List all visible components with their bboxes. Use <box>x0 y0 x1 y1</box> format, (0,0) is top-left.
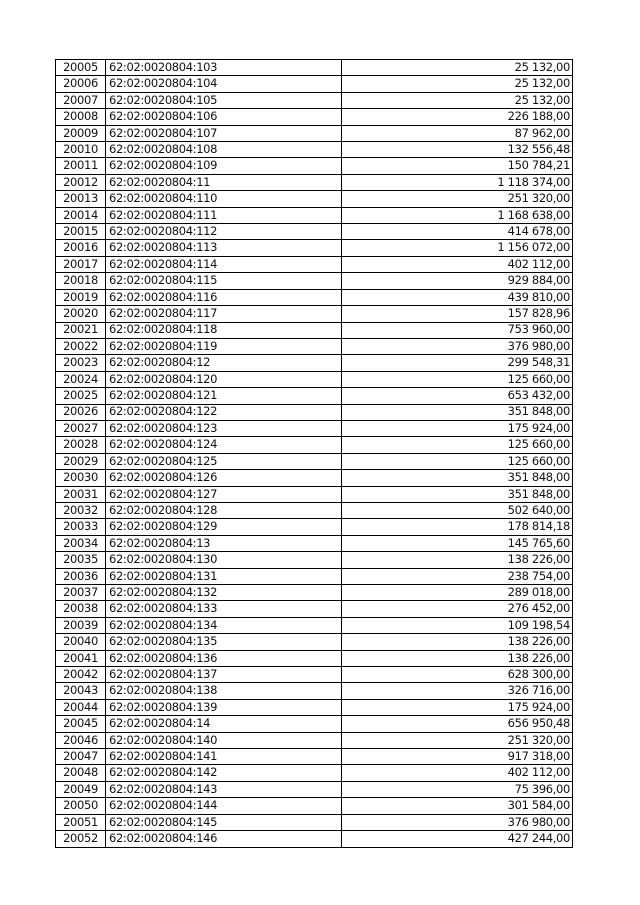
row-number-cell: 20048 <box>56 765 106 781</box>
value-cell: 145 765,60 <box>342 535 573 551</box>
cadastral-number-cell: 62:02:0020804:110 <box>106 191 342 207</box>
cadastral-number-cell: 62:02:0020804:125 <box>106 453 342 469</box>
table-body <box>56 60 573 848</box>
value-cell: 917 318,00 <box>342 749 573 765</box>
row-number-cell: 20050 <box>56 798 106 814</box>
value-cell: 75 396,00 <box>342 781 573 797</box>
table-row <box>56 634 573 650</box>
value-cell: 653 432,00 <box>342 388 573 404</box>
row-number-cell: 20017 <box>56 256 106 272</box>
row-number-cell: 20051 <box>56 814 106 830</box>
cadastral-number-cell: 62:02:0020804:113 <box>106 240 342 256</box>
cadastral-value-table <box>55 59 573 848</box>
cadastral-number-cell: 62:02:0020804:123 <box>106 420 342 436</box>
table-row <box>56 798 573 814</box>
cadastral-number-cell: 62:02:0020804:140 <box>106 732 342 748</box>
cadastral-number-cell: 62:02:0020804:143 <box>106 781 342 797</box>
value-cell: 289 018,00 <box>342 585 573 601</box>
value-cell: 439 810,00 <box>342 289 573 305</box>
row-number-cell: 20012 <box>56 174 106 190</box>
row-number-cell: 20047 <box>56 749 106 765</box>
row-number-cell: 20009 <box>56 125 106 141</box>
cadastral-number-cell: 62:02:0020804:111 <box>106 207 342 223</box>
cadastral-number-cell: 62:02:0020804:14 <box>106 716 342 732</box>
row-number-cell: 20033 <box>56 519 106 535</box>
row-number-cell: 20028 <box>56 437 106 453</box>
value-cell: 1 118 374,00 <box>342 174 573 190</box>
value-cell: 178 814,18 <box>342 519 573 535</box>
cadastral-number-cell: 62:02:0020804:112 <box>106 224 342 240</box>
table-row <box>56 650 573 666</box>
value-cell: 656 950,48 <box>342 716 573 732</box>
value-cell: 175 924,00 <box>342 420 573 436</box>
table-row <box>56 585 573 601</box>
cadastral-number-cell: 62:02:0020804:133 <box>106 601 342 617</box>
cadastral-number-cell: 62:02:0020804:127 <box>106 486 342 502</box>
cadastral-number-cell: 62:02:0020804:108 <box>106 142 342 158</box>
value-cell: 132 556,48 <box>342 142 573 158</box>
value-cell: 251 320,00 <box>342 191 573 207</box>
value-cell: 226 188,00 <box>342 109 573 125</box>
row-number-cell: 20045 <box>56 716 106 732</box>
row-number-cell: 20052 <box>56 831 106 847</box>
value-cell: 251 320,00 <box>342 732 573 748</box>
table-row <box>56 355 573 371</box>
table-row <box>56 76 573 92</box>
row-number-cell: 20037 <box>56 585 106 601</box>
row-number-cell: 20020 <box>56 306 106 322</box>
row-number-cell: 20042 <box>56 667 106 683</box>
cadastral-number-cell: 62:02:0020804:145 <box>106 814 342 830</box>
row-number-cell: 20011 <box>56 158 106 174</box>
value-cell: 87 962,00 <box>342 125 573 141</box>
table-row <box>56 568 573 584</box>
row-number-cell: 20027 <box>56 420 106 436</box>
table-row <box>56 732 573 748</box>
cadastral-number-cell: 62:02:0020804:119 <box>106 338 342 354</box>
row-number-cell: 20019 <box>56 289 106 305</box>
value-cell: 150 784,21 <box>342 158 573 174</box>
table-row <box>56 716 573 732</box>
cadastral-number-cell: 62:02:0020804:115 <box>106 273 342 289</box>
cadastral-number-cell: 62:02:0020804:116 <box>106 289 342 305</box>
cadastral-number-cell: 62:02:0020804:135 <box>106 634 342 650</box>
row-number-cell: 20021 <box>56 322 106 338</box>
cadastral-number-cell: 62:02:0020804:128 <box>106 502 342 518</box>
row-number-cell: 20038 <box>56 601 106 617</box>
cadastral-number-cell: 62:02:0020804:139 <box>106 699 342 715</box>
table-row <box>56 174 573 190</box>
row-number-cell: 20018 <box>56 273 106 289</box>
row-number-cell: 20015 <box>56 224 106 240</box>
row-number-cell: 20040 <box>56 634 106 650</box>
table-row <box>56 92 573 108</box>
value-cell: 138 226,00 <box>342 650 573 666</box>
row-number-cell: 20044 <box>56 699 106 715</box>
table-row <box>56 699 573 715</box>
cadastral-number-cell: 62:02:0020804:137 <box>106 667 342 683</box>
value-cell: 753 960,00 <box>342 322 573 338</box>
row-number-cell: 20029 <box>56 453 106 469</box>
cadastral-number-cell: 62:02:0020804:131 <box>106 568 342 584</box>
table-row <box>56 109 573 125</box>
table-row <box>56 338 573 354</box>
row-number-cell: 20024 <box>56 371 106 387</box>
cadastral-number-cell: 62:02:0020804:118 <box>106 322 342 338</box>
cadastral-number-cell: 62:02:0020804:138 <box>106 683 342 699</box>
table-row <box>56 765 573 781</box>
cadastral-number-cell: 62:02:0020804:144 <box>106 798 342 814</box>
table-row <box>56 667 573 683</box>
table-row <box>56 781 573 797</box>
row-number-cell: 20010 <box>56 142 106 158</box>
table-row <box>56 256 573 272</box>
value-cell: 351 848,00 <box>342 404 573 420</box>
cadastral-number-cell: 62:02:0020804:134 <box>106 617 342 633</box>
value-cell: 138 226,00 <box>342 552 573 568</box>
cadastral-number-cell: 62:02:0020804:109 <box>106 158 342 174</box>
row-number-cell: 20014 <box>56 207 106 223</box>
value-cell: 109 198,54 <box>342 617 573 633</box>
cadastral-number-cell: 62:02:0020804:11 <box>106 174 342 190</box>
table-row <box>56 601 573 617</box>
row-number-cell: 20032 <box>56 502 106 518</box>
value-cell: 628 300,00 <box>342 667 573 683</box>
table-row <box>56 322 573 338</box>
cadastral-number-cell: 62:02:0020804:124 <box>106 437 342 453</box>
value-cell: 138 226,00 <box>342 634 573 650</box>
value-cell: 276 452,00 <box>342 601 573 617</box>
value-cell: 351 848,00 <box>342 470 573 486</box>
value-cell: 402 112,00 <box>342 256 573 272</box>
value-cell: 414 678,00 <box>342 224 573 240</box>
row-number-cell: 20026 <box>56 404 106 420</box>
table-row <box>56 158 573 174</box>
row-number-cell: 20034 <box>56 535 106 551</box>
cadastral-number-cell: 62:02:0020804:130 <box>106 552 342 568</box>
row-number-cell: 20022 <box>56 338 106 354</box>
table-row <box>56 519 573 535</box>
value-cell: 502 640,00 <box>342 502 573 518</box>
cadastral-number-cell: 62:02:0020804:105 <box>106 92 342 108</box>
value-cell: 299 548,31 <box>342 355 573 371</box>
table-row <box>56 552 573 568</box>
table-row <box>56 535 573 551</box>
value-cell: 402 112,00 <box>342 765 573 781</box>
table-row <box>56 831 573 847</box>
row-number-cell: 20023 <box>56 355 106 371</box>
value-cell: 351 848,00 <box>342 486 573 502</box>
value-cell: 1 168 638,00 <box>342 207 573 223</box>
cadastral-number-cell: 62:02:0020804:129 <box>106 519 342 535</box>
table-row <box>56 749 573 765</box>
table-row <box>56 191 573 207</box>
table-row <box>56 420 573 436</box>
table-row <box>56 224 573 240</box>
cadastral-number-cell: 62:02:0020804:104 <box>106 76 342 92</box>
table-row <box>56 388 573 404</box>
table-row <box>56 306 573 322</box>
value-cell: 238 754,00 <box>342 568 573 584</box>
cadastral-number-cell: 62:02:0020804:126 <box>106 470 342 486</box>
value-cell: 1 156 072,00 <box>342 240 573 256</box>
value-cell: 175 924,00 <box>342 699 573 715</box>
table-row <box>56 289 573 305</box>
table-row <box>56 470 573 486</box>
value-cell: 326 716,00 <box>342 683 573 699</box>
table-row <box>56 437 573 453</box>
value-cell: 25 132,00 <box>342 60 573 76</box>
cadastral-number-cell: 62:02:0020804:132 <box>106 585 342 601</box>
cadastral-number-cell: 62:02:0020804:107 <box>106 125 342 141</box>
row-number-cell: 20039 <box>56 617 106 633</box>
table-row <box>56 125 573 141</box>
table-row <box>56 142 573 158</box>
table-row <box>56 617 573 633</box>
row-number-cell: 20035 <box>56 552 106 568</box>
row-number-cell: 20007 <box>56 92 106 108</box>
value-cell: 929 884,00 <box>342 273 573 289</box>
value-cell: 25 132,00 <box>342 76 573 92</box>
cadastral-number-cell: 62:02:0020804:117 <box>106 306 342 322</box>
row-number-cell: 20013 <box>56 191 106 207</box>
row-number-cell: 20005 <box>56 60 106 76</box>
cadastral-number-cell: 62:02:0020804:141 <box>106 749 342 765</box>
table-row <box>56 486 573 502</box>
row-number-cell: 20041 <box>56 650 106 666</box>
cadastral-number-cell: 62:02:0020804:146 <box>106 831 342 847</box>
value-cell: 125 660,00 <box>342 453 573 469</box>
row-number-cell: 20046 <box>56 732 106 748</box>
row-number-cell: 20036 <box>56 568 106 584</box>
row-number-cell: 20031 <box>56 486 106 502</box>
value-cell: 125 660,00 <box>342 437 573 453</box>
row-number-cell: 20008 <box>56 109 106 125</box>
cadastral-number-cell: 62:02:0020804:122 <box>106 404 342 420</box>
table-row <box>56 240 573 256</box>
value-cell: 157 828,96 <box>342 306 573 322</box>
row-number-cell: 20049 <box>56 781 106 797</box>
cadastral-number-cell: 62:02:0020804:12 <box>106 355 342 371</box>
row-number-cell: 20043 <box>56 683 106 699</box>
table-row <box>56 814 573 830</box>
cadastral-number-cell: 62:02:0020804:120 <box>106 371 342 387</box>
cadastral-number-cell: 62:02:0020804:114 <box>106 256 342 272</box>
row-number-cell: 20016 <box>56 240 106 256</box>
value-cell: 301 584,00 <box>342 798 573 814</box>
row-number-cell: 20025 <box>56 388 106 404</box>
table-row <box>56 371 573 387</box>
cadastral-number-cell: 62:02:0020804:136 <box>106 650 342 666</box>
value-cell: 376 980,00 <box>342 338 573 354</box>
value-cell: 427 244,00 <box>342 831 573 847</box>
value-cell: 376 980,00 <box>342 814 573 830</box>
cadastral-number-cell: 62:02:0020804:13 <box>106 535 342 551</box>
cadastral-number-cell: 62:02:0020804:121 <box>106 388 342 404</box>
table-row <box>56 207 573 223</box>
value-cell: 25 132,00 <box>342 92 573 108</box>
table-row <box>56 453 573 469</box>
table-row <box>56 273 573 289</box>
table-row <box>56 60 573 76</box>
table-row <box>56 404 573 420</box>
cadastral-number-cell: 62:02:0020804:103 <box>106 60 342 76</box>
table-row <box>56 502 573 518</box>
value-cell: 125 660,00 <box>342 371 573 387</box>
row-number-cell: 20030 <box>56 470 106 486</box>
table-row <box>56 683 573 699</box>
row-number-cell: 20006 <box>56 76 106 92</box>
cadastral-number-cell: 62:02:0020804:142 <box>106 765 342 781</box>
cadastral-number-cell: 62:02:0020804:106 <box>106 109 342 125</box>
